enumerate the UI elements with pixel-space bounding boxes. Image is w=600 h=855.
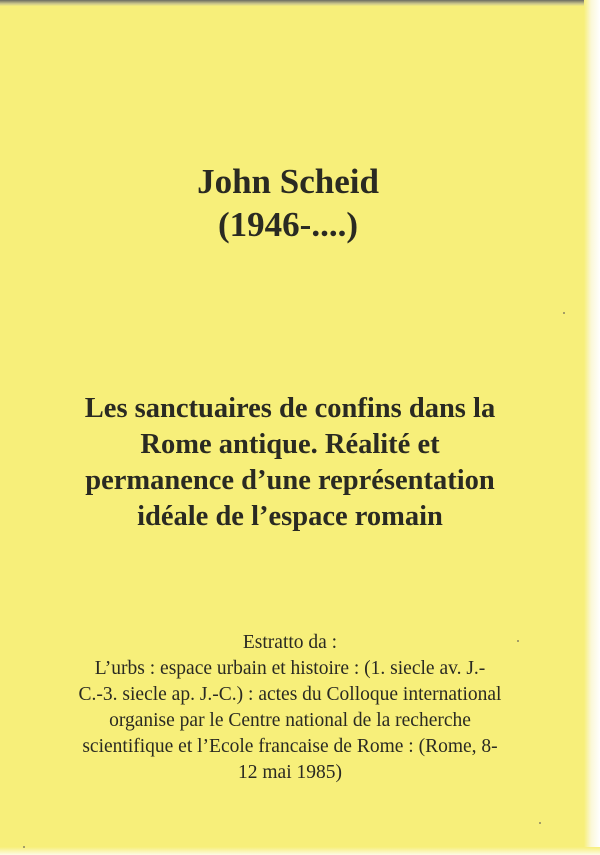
author-name: John Scheid [197,162,379,201]
title-line: Rome antique. Réalité et [140,429,440,460]
scan-speck [539,822,541,824]
source-citation [40,630,540,786]
author-dates: (1946-....) [218,205,358,244]
citation-line: scientifique et l’Ecole francaise de Rome : (Rome, 8- [82,736,498,757]
title-line: idéale de l’espace romain [137,501,443,532]
citation-line: L’urbs : espace urbain et histoire : (1. siecle av. J.- [94,658,486,679]
citation-line: organise par le Centre national de la recherche [109,710,471,731]
extract-label: Estratto da : [242,632,338,653]
scan-speck [23,846,25,848]
title-line: Les sanctuaires de confins dans la [84,393,496,424]
citation-line: C.-3. siecle ap. J.-C.) : actes du Colloque international [78,684,502,705]
citation-line: 12 mai 1985) [238,762,342,783]
scan-top-edge [0,0,600,6]
author-block [0,160,576,246]
scan-right-edge [584,0,600,855]
scan-bottom-edge [0,847,600,855]
title-line: permanence d’une représentation [85,465,495,496]
work-title [40,391,540,535]
scan-speck [563,312,565,314]
